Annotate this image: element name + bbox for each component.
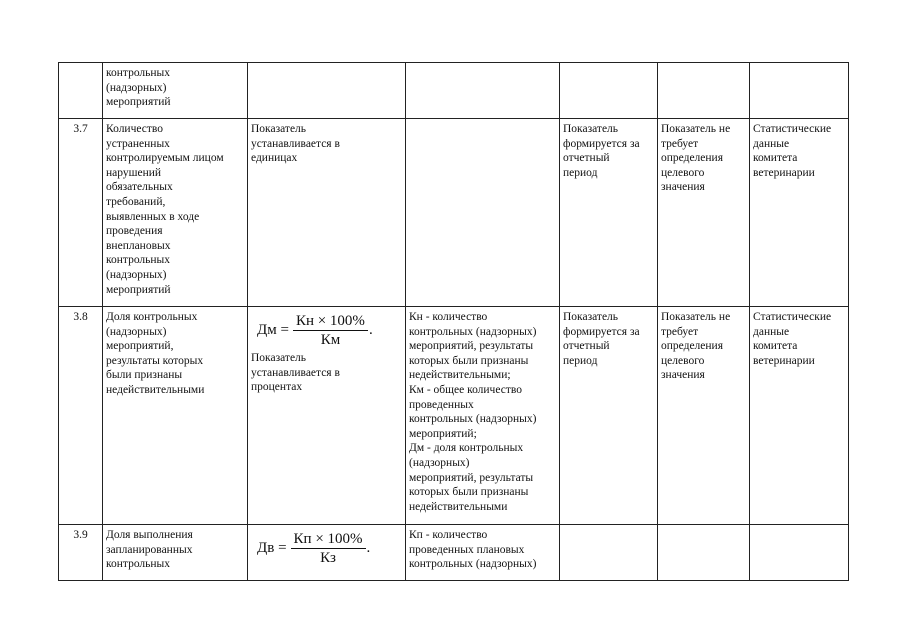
table-row xyxy=(59,525,849,581)
target-value: Показатель не требует определения целевого значения xyxy=(658,307,750,525)
reporting-period: Показатель формируется за отчетный период xyxy=(560,119,658,307)
calculation-method xyxy=(248,307,406,525)
formula-numerator: Кп × 100% xyxy=(291,532,366,549)
formula-denominator: Км xyxy=(320,331,341,348)
indicator-name: Доля контрольных (надзорных) мероприятий, результаты которых были признаны недействительными xyxy=(103,307,248,525)
target-value xyxy=(658,63,750,119)
table-row xyxy=(59,63,849,119)
indicator-table xyxy=(58,62,849,581)
formula-end: . xyxy=(366,540,371,557)
target-value: Показатель не требует определения целевого значения xyxy=(658,119,750,307)
indicator-name: Количество устраненных контролируемым лицом нарушений обязательных требований, выявленных в ходе проведения внеплановых контрольных (надзорных) мероприятий xyxy=(103,119,248,307)
calculation-method xyxy=(248,63,406,119)
indicator-name: контрольных (надзорных) мероприятий xyxy=(103,63,248,119)
formula-end: . xyxy=(368,322,373,339)
variable-notes: Кн - количество контрольных (надзорных) мероприятий, результаты которых были признаны недействительными; Км - общее количество проведенных контрольных (надзорных) мероприятий; Дм - доля контрольных (надзорных) мероприятий, результаты которых были признаны недействительными xyxy=(406,307,560,525)
formula-numerator: Кн × 100% xyxy=(293,314,368,331)
method-text: Показатель устанавливается в процентах xyxy=(251,352,340,394)
data-source xyxy=(750,63,849,119)
formula-fraction xyxy=(293,314,368,347)
reporting-period: Показатель формируется за отчетный период xyxy=(560,307,658,525)
variable-notes xyxy=(406,63,560,119)
indicator-name: Доля выполнения запланированных контрольных xyxy=(103,525,248,581)
row-number: 3.8 xyxy=(59,307,103,525)
target-value xyxy=(658,525,750,581)
calculation-method xyxy=(248,525,406,581)
formula xyxy=(257,532,402,565)
reporting-period xyxy=(560,63,658,119)
data-source xyxy=(750,525,849,581)
formula-fraction xyxy=(291,532,366,565)
table-row xyxy=(59,119,849,307)
variable-notes: Кп - количество проведенных плановых контрольных (надзорных) xyxy=(406,525,560,581)
row-number xyxy=(59,63,103,119)
data-source: Статистические данные комитета ветеринарии xyxy=(750,119,849,307)
formula-denominator: Кз xyxy=(320,549,336,566)
table-row xyxy=(59,307,849,525)
formula-lhs: Дм = xyxy=(257,322,289,339)
row-number: 3.7 xyxy=(59,119,103,307)
calculation-method: Показатель устанавливается в единицах xyxy=(248,119,406,307)
variable-notes xyxy=(406,119,560,307)
formula-lhs: Дв = xyxy=(257,540,287,557)
row-number: 3.9 xyxy=(59,525,103,581)
data-source: Статистические данные комитета ветеринарии xyxy=(750,307,849,525)
reporting-period xyxy=(560,525,658,581)
formula xyxy=(257,314,402,347)
